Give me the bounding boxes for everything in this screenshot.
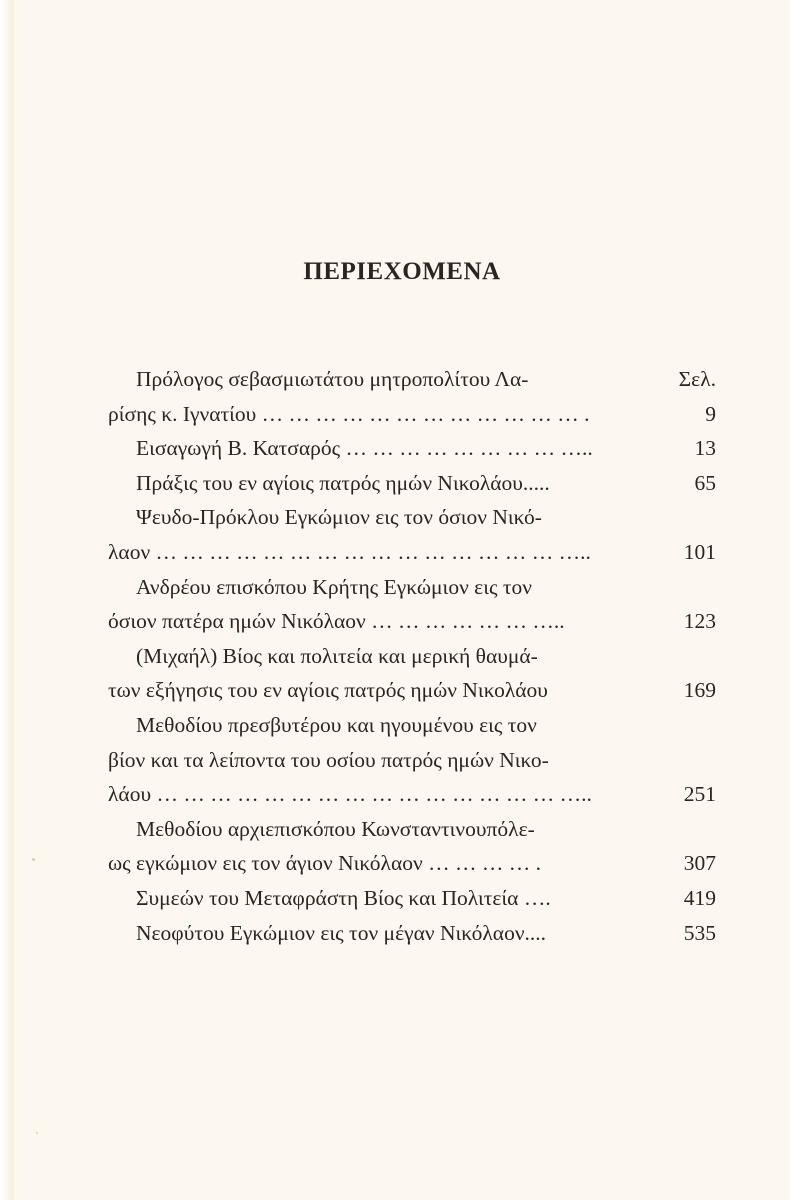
toc-page-number: Σελ.	[678, 367, 716, 391]
toc-line	[108, 431, 716, 466]
toc-entry-text: των εξήγησις του εν αγίοις πατρός ημών Νικολάου	[108, 678, 548, 703]
toc-entry-text: Μεθοδίου πρεσβυτέρου και ηγουμένου εις τον	[136, 712, 537, 737]
toc-page-number: 307	[683, 851, 716, 876]
toc-line	[108, 743, 716, 778]
toc-entry-text: Μεθοδίου αρχιεπισκόπου Κωνσταντινουπόλε-	[136, 816, 535, 841]
toc-line	[108, 397, 716, 432]
toc-entry-text: Συμεών του Μεταφράστη Βίος και Πολιτεία ….	[136, 885, 551, 910]
toc-line	[108, 535, 716, 570]
toc-line	[108, 639, 716, 674]
toc-page-number: 65	[694, 470, 716, 495]
toc-line	[108, 916, 716, 951]
toc-line	[108, 881, 716, 916]
toc-page-number: 251	[683, 782, 716, 807]
book-page	[14, 0, 790, 1200]
toc-line	[108, 466, 716, 501]
toc-line	[108, 673, 716, 708]
toc-entry-text: Ανδρέου επισκόπου Κρήτης Εγκώμιον εις τον	[136, 574, 532, 599]
toc-entry-text: ως εγκώμιον εις τον άγιον Νικόλαον … … … … .	[108, 851, 541, 876]
paper-speck	[36, 1132, 38, 1134]
toc-line	[108, 846, 716, 881]
table-of-contents	[108, 362, 716, 950]
toc-entry-text: Ψευδο-Πρόκλου Εγκώμιον εις τον όσιον Νικό-	[136, 505, 542, 530]
toc-entry-text: (Μιχαήλ) Βίος και πολιτεία και μερική θαυμά-	[136, 643, 538, 668]
toc-entry-text: Πράξις του εν αγίοις πατρός ημών Νικολάου.....	[136, 470, 550, 495]
toc-entry-text: βίον και τα λείποντα του οσίου πατρός ημών Νικο-	[108, 747, 549, 772]
toc-page-number: 123	[683, 609, 716, 634]
toc-entry-text: Πρόλογος σεβασμιωτάτου μητροπολίτου Λα-	[136, 367, 529, 391]
toc-page-number: 169	[683, 678, 716, 703]
toc-page-number: 13	[694, 436, 716, 461]
toc-line	[108, 500, 716, 535]
page-edge	[0, 0, 14, 1200]
toc-entry-text: ρίσης κ. Ιγνατίου … … … … … … … … … … … … .	[108, 401, 590, 426]
toc-entry-text: Εισαγωγή Β. Κατσαρός … … … … … … … … …..	[136, 436, 593, 461]
toc-line	[108, 570, 716, 605]
toc-entry-text: λαον … … … … … … … … … … … … … … … …..	[108, 539, 591, 564]
toc-page-number: 535	[683, 920, 716, 945]
toc-page-number: 419	[683, 885, 716, 910]
toc-line	[108, 708, 716, 743]
toc-line	[108, 362, 716, 397]
toc-page-number: 9	[705, 401, 716, 426]
toc-entry-text: όσιον πατέρα ημών Νικόλαον … … … … … … …..	[108, 609, 565, 634]
contents-heading: ΠΕΡΙΕΧΟΜΕΝΑ	[303, 258, 501, 285]
paper-speck	[32, 858, 35, 861]
toc-page-number: 101	[683, 539, 716, 564]
toc-entry-text: Νεοφύτου Εγκώμιον εις τον μέγαν Νικόλαον....	[136, 920, 547, 945]
toc-entry-text: λάου … … … … … … … … … … … … … … … …..	[108, 782, 592, 807]
toc-line	[108, 604, 716, 639]
toc-line	[108, 812, 716, 847]
toc-line	[108, 777, 716, 812]
